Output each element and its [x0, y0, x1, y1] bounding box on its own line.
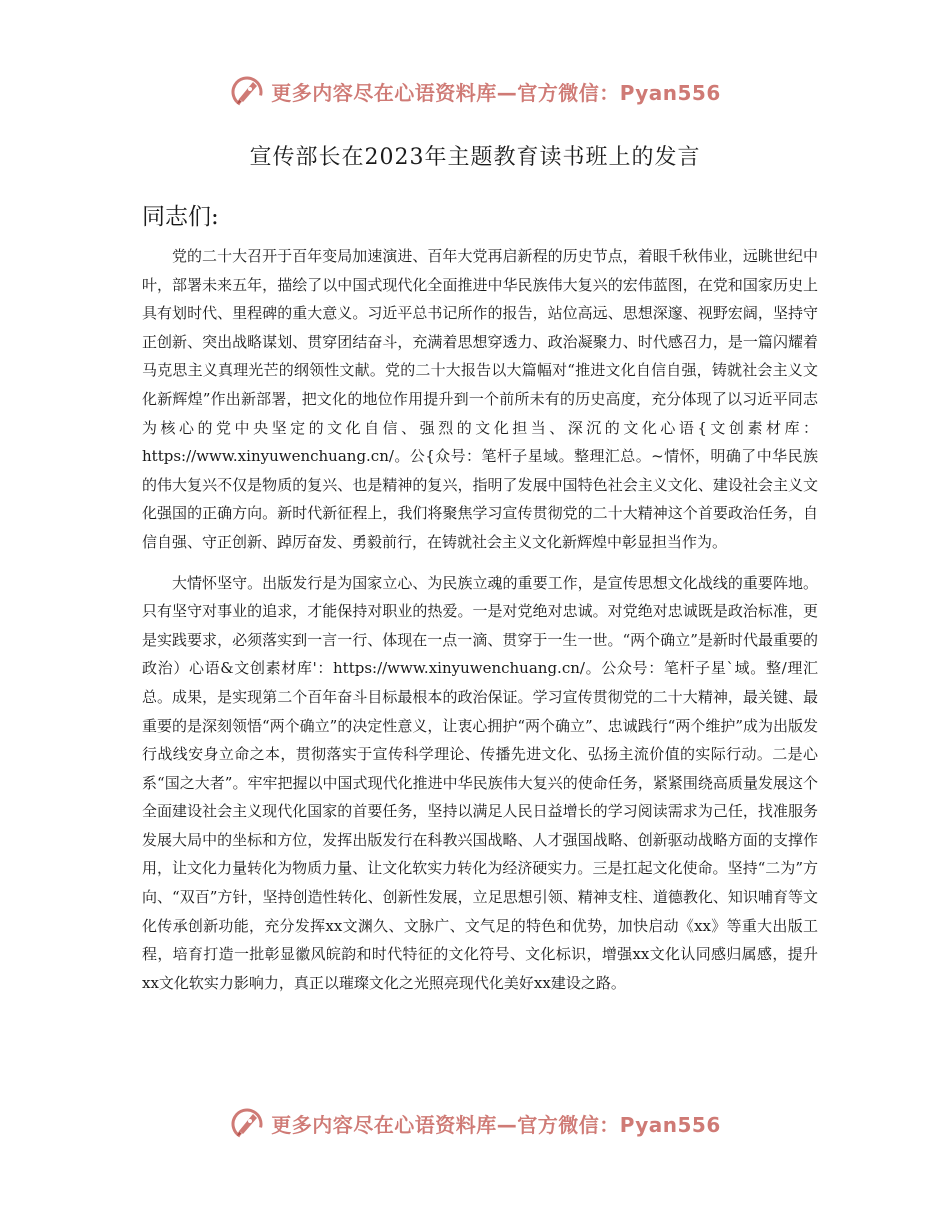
greeting: 同志们: — [142, 204, 219, 230]
pen-nib-circle-icon — [229, 1105, 265, 1141]
paragraph: 大情怀坚守。出版发行是为国家立心、为民族立魂的重要工作，是宣传思想文化战线的重要阵地。只有坚守对事业的追求，才能保持对职业的热爱。一是对党绝对忠诚。对党绝对忠诚既是政治标准，更是实践要求，必须落实到一言一行、体现在一点一滴、贯穿于一生一世。“两个确立”是新时代最重要的政治）心语&文创素材库'：https://www.xinyuwenchuang.cn/。公众号：笔杆子星`域。整/理汇总。成果，是实现第二个百年奋斗目标最根本的政治保证。学习宣传贯彻党的二十大精神，最关键、最重要的是深刻领悟“两个确立”的决定性意义，让衷心拥护“两个确立”、忠诚践行“两个维护”成为出版发行战线安身立命之本，贯彻落实于宣传科学理论、传播先进文化、弘扬主流价值的实际行动。二是心系“国之大者”。牢牢把握以中国式现代化推进中华民族伟大复兴的使命任务，紧紧围绕高质量发展这个全面建设社会主义现代化国家的首要任务，坚持以满足人民日益增长的学习阅读需求为己任，找准服务发展大局中的坐标和方位，发挥出版发行在科教兴国战略、人才强国战略、创新驱动战略方面的支撑作用，让文化力量转化为物质力量、让文化软实力转化为经济硬实力。三是扛起文化使命。坚持“二为”方向、“双百”方针，坚持创造性转化、创新性发展，立足思想引领、精神支柱、道德教化、知识哺育等文化传承创新功能，充分发挥xx文渊久、文脉广、文气足的特色和优势，加快启动《xx》等重大出版工程，培育打造一批彰显徽风皖韵和时代特征的文化符号、文化标识，增强xx文化认同感归属感，提升xx文化软实力影响力，真正以璀璨文化之光照亮现代化美好xx建设之路。 — [142, 573, 819, 992]
watermark-text: 更多内容尽在心语资料库—官方微信：Pyan556 — [271, 1112, 721, 1137]
pen-nib-circle-icon — [229, 73, 265, 109]
document-body — [142, 242, 818, 1009]
header-watermark — [0, 69, 950, 113]
paragraph: 党的二十大召开于百年变局加速演进、百年大党再启新程的历史节点，着眼千秋伟业，远眺世纪中叶，部署未来五年，描绘了以中国式现代化全面推进中华民族伟大复兴的宏伟蓝图，在党和国家历史上具有划时代、里程碑的重大意义。习近平总书记所作的报告，站位高远、思想深邃、视野宏阔，坚持守正创新、突出战略谋划、贯穿团结奋斗，充满着思想穿透力、政治凝聚力、时代感召力，是一篇闪耀着马克思主义真理光芒的纲领性文献。党的二十大报告以大篇幅对“推进文化自信自强，铸就社会主义文化新辉煌”作出新部署，把文化的地位作用提升到一个前所未有的历史高度，充分体现了以习近平同志为核心的党中央坚定的文化自信、强烈的文化担当、深沉的文化心语{文创素材库：https://www.xinyuwenchuang.cn/。公{众号：笔杆子星域。整理汇总。~情怀，明确了中华民族的伟大复兴不仅是物质的复兴、也是精神的复兴，指明了发展中国特色社会主义文化、建设社会主义文化强国的正确方向。新时代新征程上，我们将聚焦学习宣传贯彻党的二十大精神这个首要政治任务，自信自强、守正创新、踔厉奋发、勇毅前行，在铸就社会主义文化新辉煌中彰显担当作为。 — [142, 247, 818, 551]
document-title: 宣传部长在2023年主题教育读书班上的发言 — [249, 145, 701, 170]
watermark-text: 更多内容尽在心语资料库—官方微信：Pyan556 — [271, 80, 721, 105]
footer-watermark — [0, 1101, 950, 1145]
